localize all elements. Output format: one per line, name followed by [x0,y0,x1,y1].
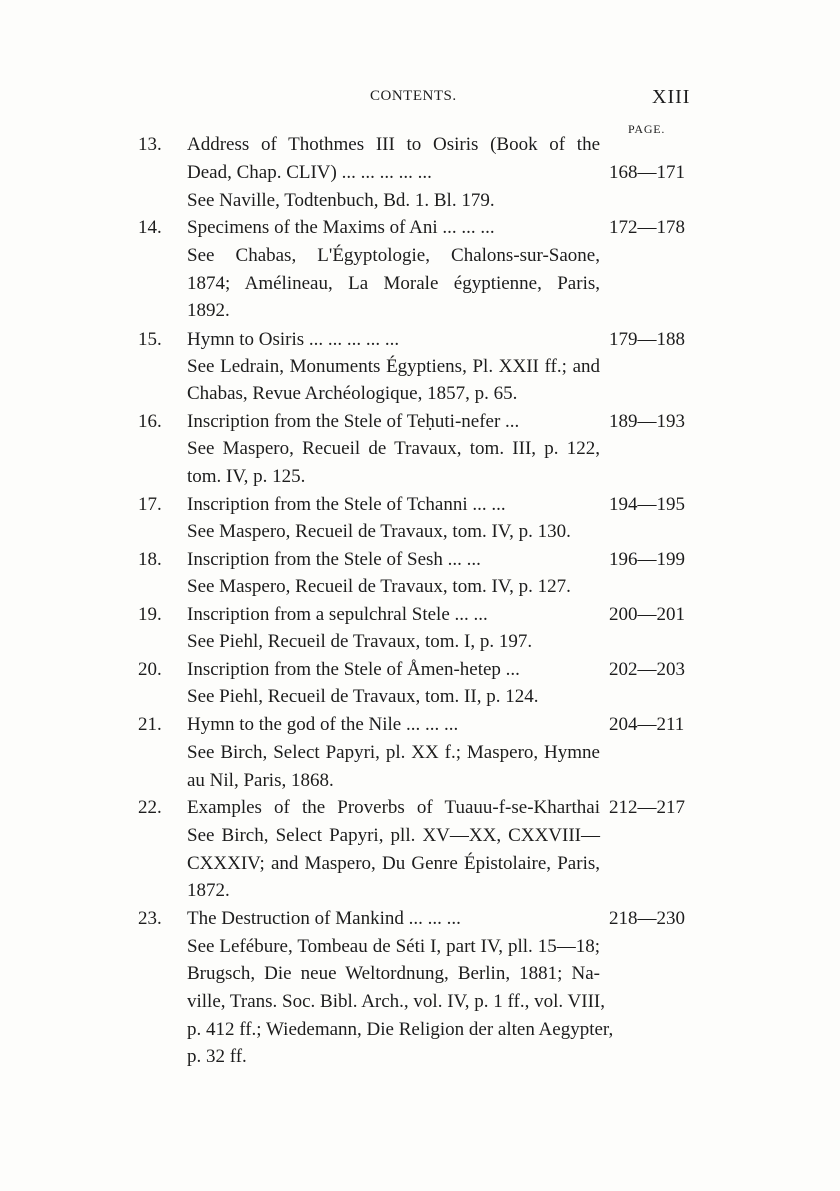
entry-line: See Ledrain, Monuments Égyptiens, Pl. XXII ff.; and [187,356,600,377]
page-number: XIII [652,86,691,108]
entry-line: ville, Trans. Soc. Bibl. Arch., vol. IV, p. 1 ff., vol. VIII, [187,991,606,1012]
entry-line: Inscription from a sepulchral Stele ... ... [187,604,488,625]
entry-pages: 204—211 [609,714,685,735]
entry-line: p. 32 ff. [187,1046,247,1067]
entry-number: 20. [138,659,162,680]
entry-number: 16. [138,411,162,432]
entry-pages: 202—203 [609,659,685,680]
entry-line: See Lefébure, Tombeau de Séti I, part IV, pll. 15—18; [187,936,600,957]
page-column-label: PAGE. [628,122,666,136]
entry-number: 15. [138,329,162,350]
entry-line: Inscription from the Stele of Teḥuti-nefer ... [187,411,520,432]
entry-line: Hymn to the god of the Nile ... ... ... [187,714,459,735]
entry-line: 1872. [187,880,230,901]
entry-line: See Piehl, Recueil de Travaux, tom. I, p. 197. [187,631,533,652]
entry-pages: 189—193 [609,411,685,432]
entry-line: See Birch, Select Papyri, pl. XX f.; Maspero, Hymne [187,742,600,763]
entry-number: 21. [138,714,162,735]
entry-line: Dead, Chap. CLIV) ... ... ... ... ... [187,162,432,183]
entry-pages: 196—199 [609,549,685,570]
entry-number: 13. [138,134,162,155]
entry-line: See Naville, Todtenbuch, Bd. 1. Bl. 179. [187,190,495,211]
entry-line: p. 412 ff.; Wiedemann, Die Religion der alten Aegypter, [187,1019,614,1040]
entry-line: Chabas, Revue Archéologique, 1857, p. 65. [187,383,518,404]
entry-line: Address of Thothmes III to Osiris (Book of the [187,134,600,155]
entry-line: Brugsch, Die neue Weltordnung, Berlin, 1881; Na- [187,963,600,984]
entry-line: Examples of the Proverbs of Tuauu-f-se-Kharthai [187,797,600,818]
entry-number: 23. [138,908,162,929]
entry-pages: 172—178 [609,217,685,238]
entry-line: tom. IV, p. 125. [187,466,306,487]
entry-number: 17. [138,494,162,515]
entry-line: The Destruction of Mankind ... ... ... [187,908,461,929]
entry-pages: 200—201 [609,604,685,625]
entry-line: Inscription from the Stele of Sesh ... ... [187,549,481,570]
entry-line: 1892. [187,300,230,321]
entry-line: See Birch, Select Papyri, pll. XV—XX, CXXVIII— [187,825,600,846]
entry-pages: 168—171 [609,162,685,183]
entry-line: See Maspero, Recueil de Travaux, tom. III, p. 122, [187,438,600,459]
entry-line: 1874; Amélineau, La Morale égyptienne, Paris, [187,273,600,294]
running-title: CONTENTS. [370,88,457,104]
entry-line: CXXXIV; and Maspero, Du Genre Épistolaire, Paris, [187,853,600,874]
entry-line: See Maspero, Recueil de Travaux, tom. IV, p. 127. [187,576,571,597]
entry-line: au Nil, Paris, 1868. [187,770,334,791]
entry-number: 14. [138,217,162,238]
entry-line: See Chabas, L'Égyptologie, Chalons-sur-Saone, [187,245,600,266]
entry-pages: 212—217 [609,797,685,818]
entry-line: Inscription from the Stele of Åmen-hetep ... [187,659,520,680]
entry-pages: 179—188 [609,329,685,350]
entry-number: 19. [138,604,162,625]
entry-line: See Maspero, Recueil de Travaux, tom. IV, p. 130. [187,521,571,542]
entry-line: Specimens of the Maxims of Ani ... ... ... [187,217,495,238]
entry-line: Inscription from the Stele of Tchanni ... ... [187,494,506,515]
entry-line: Hymn to Osiris ... ... ... ... ... [187,329,400,350]
entry-pages: 218—230 [609,908,685,929]
entry-pages: 194—195 [609,494,685,515]
entry-number: 18. [138,549,162,570]
entry-number: 22. [138,797,162,818]
entry-line: See Piehl, Recueil de Travaux, tom. II, p. 124. [187,686,539,707]
running-head [0,88,840,116]
